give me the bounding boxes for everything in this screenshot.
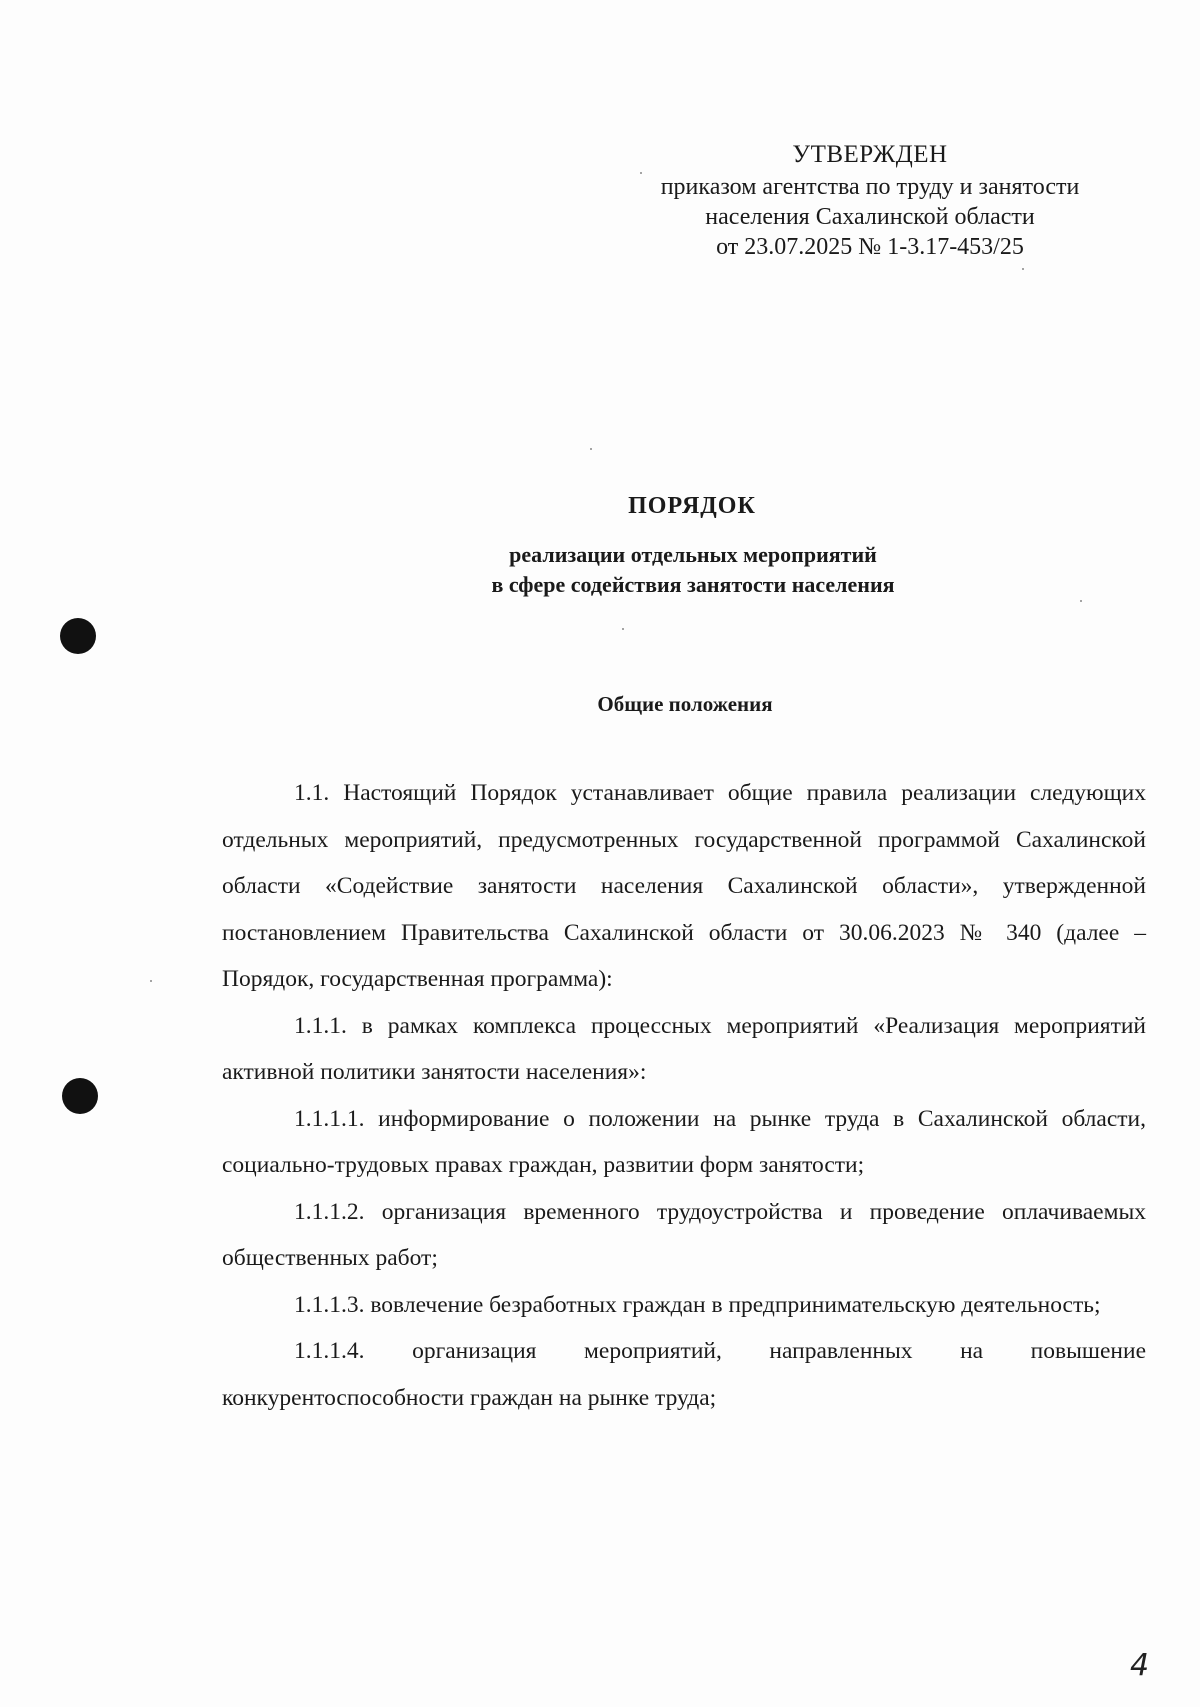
scan-speck — [150, 980, 152, 982]
paragraph: 1.1.1.3. вовлечение безработных граждан в предпринимательскую деятельность; — [294, 1291, 1101, 1318]
document-body — [222, 770, 1146, 1421]
paragraph: 1.1.1.4. организация мероприятий, направленных на повышение конкурентоспособности граждан на рынке труда; — [222, 1338, 1146, 1411]
document-subtitle — [0, 540, 1200, 600]
approval-stamp — [600, 140, 1140, 262]
approval-order-number: от 23.07.2025 № 1-3.17-453/25 — [716, 234, 1024, 260]
section-title: Общие положения — [597, 692, 773, 716]
paragraph: 1.1.1.1. информирование о положении на рынке труда в Сахалинской области, социально-трудовых правах граждан, развитии форм занятости; — [222, 1105, 1146, 1178]
approval-line: населения Сахалинской области — [705, 204, 1035, 230]
paragraph: 1.1.1. в рамках комплекса процессных мероприятий «Реализация мероприятий активной политики занятости населения»: — [222, 1012, 1146, 1085]
punch-hole — [60, 618, 96, 654]
paragraph: 1.1. Настоящий Порядок устанавливает общие правила реализации следующих отдельных мероприятий, предусмотренных государственной программой Сахалинской области «Содействие занятости населения Сахалинской области», утвержденной постановлением Правительства Сахалинской области от 30.06.2023 № 340 (далее – Порядок, государственная программа): — [222, 780, 1146, 992]
scan-speck — [590, 448, 592, 450]
scan-speck — [622, 628, 624, 630]
scan-speck — [1080, 600, 1082, 602]
subtitle-line: реализации отдельных мероприятий — [509, 542, 877, 567]
page-number: 4 — [1130, 1648, 1150, 1683]
approval-title: УТВЕРЖДЕН — [792, 141, 948, 168]
punch-hole — [62, 1078, 98, 1114]
paragraph: 1.1.1.2. организация временного трудоустройства и проведение оплачиваемых общественных работ; — [222, 1198, 1146, 1271]
scan-speck — [1022, 268, 1024, 270]
document-title: ПОРЯДОК — [628, 493, 756, 519]
approval-line: приказом агентства по труду и занятости — [660, 174, 1080, 200]
subtitle-line: в сфере содействия занятости населения — [491, 572, 895, 597]
